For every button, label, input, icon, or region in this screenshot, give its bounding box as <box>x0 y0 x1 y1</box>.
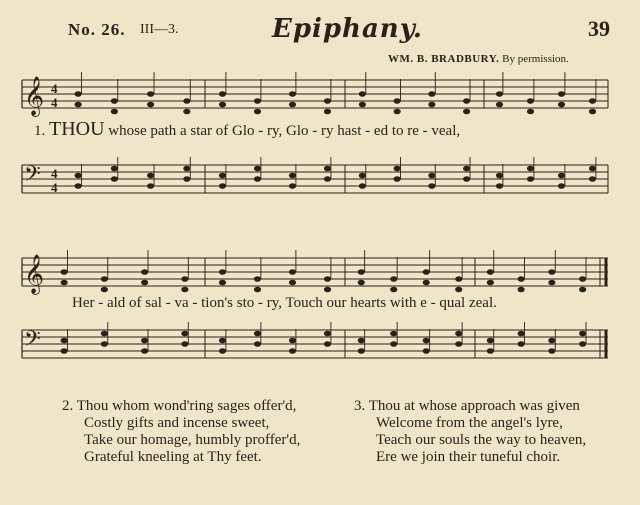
note-head <box>394 98 401 104</box>
lyric-line-1 <box>34 118 460 141</box>
note-head <box>548 280 555 286</box>
note-head <box>219 338 226 344</box>
verse-line: Teach our souls the way to heaven, <box>376 432 587 448</box>
verse-line: Thou at whose approach was given <box>368 398 580 414</box>
note-head <box>518 331 525 337</box>
note-head <box>428 91 435 97</box>
note-head <box>548 338 555 344</box>
verse-3 <box>354 398 586 466</box>
time-signature-numerator: 4 <box>51 81 58 96</box>
note-head <box>463 98 470 104</box>
verse-line: Welcome from the angel's lyre, <box>376 415 563 431</box>
note-head <box>487 348 494 354</box>
note-head <box>111 98 118 104</box>
note-head <box>181 276 188 282</box>
note-head <box>147 91 154 97</box>
note-head <box>324 287 331 293</box>
verse-number: 1. <box>34 123 46 139</box>
verse-2 <box>62 398 300 466</box>
note-head <box>496 102 503 108</box>
note-head <box>487 280 494 286</box>
note-head <box>428 183 435 189</box>
time-signature-numerator: 4 <box>51 166 58 181</box>
note-head <box>61 338 68 344</box>
note-head <box>111 166 118 172</box>
note-head <box>324 341 331 347</box>
note-head <box>496 91 503 97</box>
note-head <box>181 287 188 293</box>
note-head <box>183 98 190 104</box>
note-head <box>324 98 331 104</box>
note-head <box>324 276 331 282</box>
time-signature-denominator: 4 <box>51 180 58 195</box>
verse-line: Thou whom wond'ring sages offer'd, <box>76 398 297 414</box>
lyric-line-2: Her - ald of sal - va - tion's sto - ry, Touch our hearts with e - qual zeal. <box>72 295 497 311</box>
note-head <box>428 173 435 179</box>
note-head <box>289 102 296 108</box>
note-head <box>579 287 586 293</box>
treble-clef-icon: 𝄞 <box>24 254 45 294</box>
note-head <box>219 183 226 189</box>
note-head <box>358 338 365 344</box>
note-head <box>579 276 586 282</box>
lyric-text: whose path a star of Glo - ry, Glo - ry hast - ed to re - veal, <box>108 123 461 139</box>
note-head <box>518 276 525 282</box>
note-head <box>589 166 596 172</box>
note-head <box>101 331 108 337</box>
note-head <box>101 287 108 293</box>
note-head <box>390 341 397 347</box>
note-head <box>518 341 525 347</box>
verse-line: Ere we join their tuneful choir. <box>376 449 561 465</box>
note-head <box>463 166 470 172</box>
bass-clef-icon: 𝄢 <box>24 327 41 357</box>
note-head <box>219 173 226 179</box>
note-head <box>496 183 503 189</box>
verse-line: Costly gifts and incense sweet, <box>84 415 270 431</box>
note-head <box>75 183 82 189</box>
note-head <box>289 183 296 189</box>
note-head <box>219 91 226 97</box>
note-head <box>558 183 565 189</box>
note-head <box>324 166 331 172</box>
note-head <box>423 338 430 344</box>
note-head <box>463 176 470 182</box>
note-head <box>324 109 331 115</box>
note-head <box>141 348 148 354</box>
note-head <box>289 173 296 179</box>
note-head <box>589 98 596 104</box>
note-head <box>487 269 494 275</box>
note-head <box>75 102 82 108</box>
note-head <box>558 91 565 97</box>
note-head <box>359 91 366 97</box>
note-head <box>548 348 555 354</box>
note-head <box>589 176 596 182</box>
note-head <box>219 269 226 275</box>
note-head <box>147 102 154 108</box>
note-head <box>423 280 430 286</box>
note-head <box>101 341 108 347</box>
note-head <box>183 166 190 172</box>
note-head <box>527 98 534 104</box>
note-head <box>183 176 190 182</box>
note-head <box>183 109 190 115</box>
time-signature-denominator: 4 <box>51 95 58 110</box>
hymn-title: Epiphany. <box>272 14 423 44</box>
note-head <box>111 176 118 182</box>
note-head <box>518 287 525 293</box>
note-head <box>558 102 565 108</box>
permission-note: By permission. <box>502 53 569 65</box>
note-head <box>390 287 397 293</box>
note-head <box>579 331 586 337</box>
note-head <box>254 276 261 282</box>
note-head <box>61 269 68 275</box>
note-head <box>147 173 154 179</box>
note-head <box>61 280 68 286</box>
note-head <box>61 348 68 354</box>
note-head <box>358 280 365 286</box>
note-head <box>254 166 261 172</box>
note-head <box>254 331 261 337</box>
note-head <box>589 109 596 115</box>
note-head <box>455 276 462 282</box>
note-head <box>558 173 565 179</box>
page-number: 39 <box>588 16 610 41</box>
note-head <box>289 91 296 97</box>
note-head <box>147 183 154 189</box>
composer-name: WM. B. BRADBURY. <box>388 53 500 65</box>
note-head <box>423 269 430 275</box>
note-head <box>111 109 118 115</box>
note-head <box>289 338 296 344</box>
note-head <box>181 331 188 337</box>
note-head <box>359 183 366 189</box>
note-head <box>394 109 401 115</box>
note-head <box>394 166 401 172</box>
note-head <box>324 176 331 182</box>
treble-clef-icon: 𝄞 <box>24 76 45 116</box>
verse-number: 2. <box>62 398 74 414</box>
note-head <box>527 166 534 172</box>
note-head <box>219 102 226 108</box>
note-head <box>141 280 148 286</box>
note-head <box>423 348 430 354</box>
note-head <box>141 269 148 275</box>
note-head <box>455 331 462 337</box>
note-head <box>527 176 534 182</box>
note-head <box>359 102 366 108</box>
note-head <box>254 341 261 347</box>
note-head <box>358 348 365 354</box>
note-head <box>428 102 435 108</box>
note-head <box>75 173 82 179</box>
note-head <box>75 91 82 97</box>
note-head <box>254 109 261 115</box>
note-head <box>487 338 494 344</box>
note-head <box>390 276 397 282</box>
note-head <box>219 280 226 286</box>
note-head <box>496 173 503 179</box>
note-head <box>219 348 226 354</box>
hymn-number: No. 26. <box>68 20 126 39</box>
note-head <box>548 269 555 275</box>
verse-line: Grateful kneeling at Thy feet. <box>84 449 262 465</box>
note-head <box>527 109 534 115</box>
note-head <box>455 341 462 347</box>
note-head <box>289 280 296 286</box>
note-head <box>254 287 261 293</box>
note-head <box>141 338 148 344</box>
verse-line: Take our homage, humbly proffer'd, <box>84 432 301 448</box>
hymn-meter: III—3. <box>140 22 179 37</box>
note-head <box>254 176 261 182</box>
note-head <box>181 341 188 347</box>
note-head <box>463 109 470 115</box>
bass-clef-icon: 𝄢 <box>24 162 41 192</box>
note-head <box>358 269 365 275</box>
note-head <box>394 176 401 182</box>
note-head <box>359 173 366 179</box>
note-head <box>289 348 296 354</box>
note-head <box>455 287 462 293</box>
lyric-first-word: THOU <box>49 118 105 140</box>
note-head <box>289 269 296 275</box>
note-head <box>579 341 586 347</box>
note-head <box>254 98 261 104</box>
verse-number: 3. <box>354 398 366 414</box>
note-head <box>390 331 397 337</box>
note-head <box>101 276 108 282</box>
note-head <box>324 331 331 337</box>
